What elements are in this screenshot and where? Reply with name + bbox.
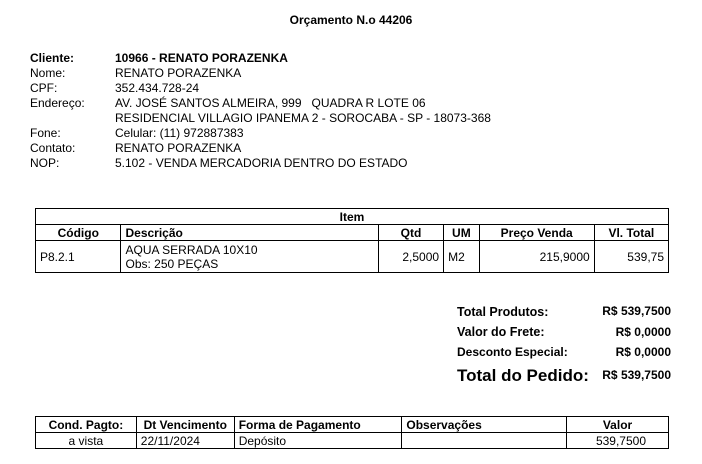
desconto-label: Desconto Especial: [457,345,568,359]
endereco-label: Endereço: [30,96,85,110]
desconto-value: R$ 0,0000 [615,345,671,359]
items-table [35,208,669,273]
fone-value: Celular: (11) 972887383 [115,126,244,140]
col-header-qtd: Qtd [378,225,443,241]
total-produtos-value: R$ 539,7500 [602,304,671,318]
col-header-descricao: Descrição [121,225,378,241]
cell-descricao [121,241,378,273]
payment-table [35,416,669,449]
col-header-valor: Valor [567,417,669,433]
items-table-header [36,225,669,241]
valor-frete-value: R$ 0,0000 [615,325,671,339]
total-pedido-label: Total do Pedido: [457,366,589,385]
cell-valor: 539,7500 [567,433,669,449]
cliente-label: Cliente: [30,51,75,65]
cell-um: M2 [444,241,480,273]
col-header-venc: Dt Vencimento [136,417,234,433]
cell-preco: 215,9000 [479,241,594,273]
col-header-forma: Forma de Pagamento [234,417,402,433]
page-title: Orçamento N.o 44206 [289,13,413,27]
col-header-obs: Observações [402,417,567,433]
item-obs: Obs: 250 PEÇAS [125,256,219,271]
cell-cond: a vista [36,433,137,449]
cell-codigo: P8.2.1 [36,241,121,273]
total-produtos-label: Total Produtos: [457,305,549,319]
col-header-um: UM [444,225,480,241]
col-header-preco: Preço Venda [479,225,594,241]
cpf-value: 352.434.728-24 [115,81,200,95]
total-pedido-value: R$ 539,7500 [602,368,671,382]
table-row [36,241,669,273]
cell-total: 539,75 [594,241,668,273]
cell-obs [402,433,567,449]
endereco-line1: AV. JOSÉ SANTOS ALMEIRA, 999 QUADRA R LOTE 06 [115,96,426,110]
cell-forma: Depósito [234,433,402,449]
contato-label: Contato: [30,141,76,155]
col-header-codigo: Código [36,225,121,241]
nop-value: 5.102 - VENDA MERCADORIA DENTRO DO ESTADO [115,156,408,170]
col-header-cond: Cond. Pagto: [36,417,137,433]
nome-label: Nome: [30,66,66,80]
valor-frete-label: Valor do Frete: [457,325,545,339]
cell-venc: 22/11/2024 [136,433,234,449]
cliente-value: 10966 - RENATO PORAZENKA [115,51,288,65]
cell-qtd: 2,5000 [378,241,443,273]
contato-value: RENATO PORAZENKA [115,141,242,155]
item-description: AQUA SERRADA 10X10 [125,242,258,257]
endereco-line2: RESIDENCIAL VILLAGIO IPANEMA 2 - SOROCABA - SP - 18073-368 [115,111,491,125]
payment-table-header [36,417,669,433]
table-row [36,433,669,449]
fone-label: Fone: [30,126,61,140]
col-header-total: Vl. Total [594,225,668,241]
nop-label: NOP: [30,156,60,170]
nome-value: RENATO PORAZENKA [115,66,242,80]
items-table-caption: Item [36,209,669,225]
cpf-label: CPF: [30,81,58,95]
